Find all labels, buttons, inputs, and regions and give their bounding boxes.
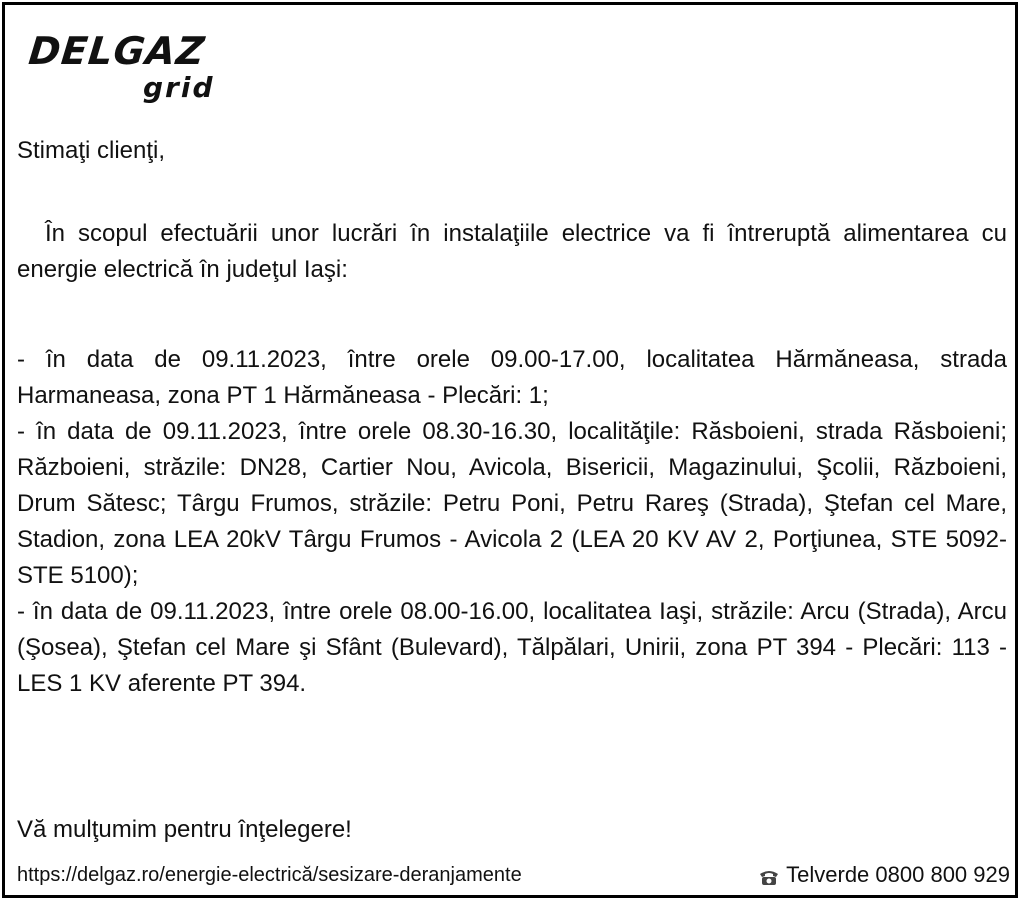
outage-item: - în data de 09.11.2023, între orele 08.30-16.30, localităţile: Răsboieni, strada Răsboieni; Războieni, străzile: DN28, Cartier Nou, Avicola, Bisericii, Magazinului, Şcolii, Războieni, Drum Sătesc; Târgu Frumos, străzile: Petru Poni, Petru Rareş (Strada), Ştefan cel Mare, Stadion, zona LEA 20kV Târgu Frumos - Avicola 2 (LEA 20 KV AV 2, Porţiunea, STE 5092-STE 5100); <box>17 418 1007 589</box>
logo-sub-text: grid <box>143 71 215 104</box>
phone-number: Telverde 0800 800 929 <box>786 862 1010 887</box>
delgaz-logo <box>26 29 229 109</box>
footer-phone <box>758 862 1010 888</box>
logo-main-text: DELGAZ <box>26 29 208 73</box>
thanks-line: Vă mulţumim pentru înţelegere! <box>17 816 352 843</box>
footer-url[interactable]: https://delgaz.ro/energie-electrică/sesizare-deranjamente <box>17 864 522 886</box>
outage-item: - în data de 09.11.2023, între orele 08.00-16.00, localitatea Iaşi, străzile: Arcu (Strada), Arcu (Şosea), Ştefan cel Mare şi Sfânt (Bulevard), Tălpălari, Unirii, zona PT 394 - Plecări: 113 - LES 1 KV aferente PT 394. <box>17 598 1007 697</box>
outage-item: - în data de 09.11.2023, între orele 09.00-17.00, localitatea Hărmăneasa, strada Harmaneasa, zona PT 1 Hărmăneasa - Plecări: 1; <box>17 346 1007 409</box>
greeting: Stimaţi clienţi, <box>17 137 166 164</box>
intro-paragraph: În scopul efectuării unor lucrări în instalaţiile electrice va fi întreruptă alimentarea cu energie electrică în judeţul Iaşi: <box>17 220 1007 283</box>
outage-list <box>17 342 1007 702</box>
phone-icon <box>758 866 780 884</box>
